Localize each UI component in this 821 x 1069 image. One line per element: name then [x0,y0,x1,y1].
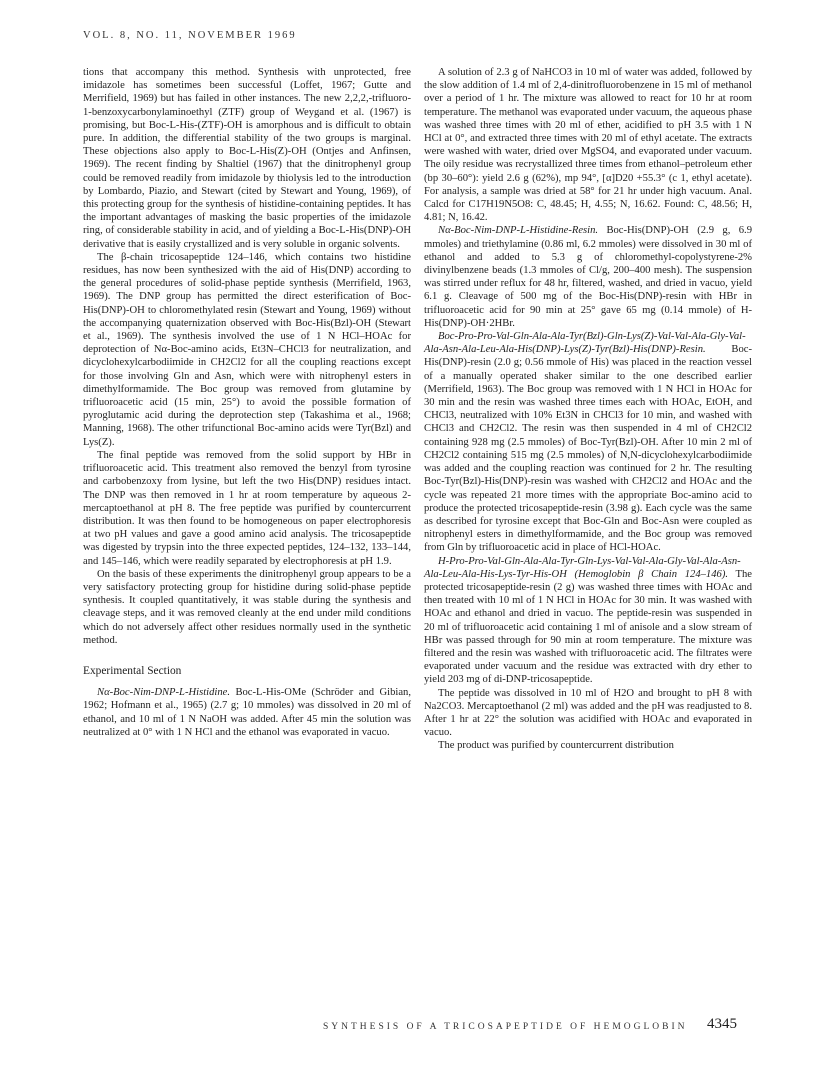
paragraph: The peptide was dissolved in 10 ml of H2O and brought to pH 8 with Na2CO3. Mercaptoethanol (2 ml) was added and the pH was readjusted to 8. After 1 hr at 22° the solution was acidified with HOAc and evaporated in vacuo. [424,687,752,739]
paragraph: A solution of 2.3 g of NaHCO3 in 10 ml of water was added, followed by the slow addition of 1.4 ml of 2,4-dinitrofluorobenzene in 15 ml of methanol over a period of 1 hr. The mixture was allowed to react for 10 hr at room temperature. The methanol was evaporated under vacuum, the aqueous phase was washed three times with 20 ml of ether, acidified to pH 3.5 with 1 N HCl at 0°, and extracted three times with 20 ml of ethyl acetate. The extracts were washed with water, dried over MgSO4, and evaporated under vacuum. The oily residue was recrystallized three times from ethanol–petroleum ether (bp 30–60°): yield 2.6 g (62%), mp 94°, [α]D20 +55.3° (c 1, ethyl acetate). For analysis, a sample was dried at 58° for 21 hr under high vacuum. Anal. Calcd for C17H19N5O8: C, 48.45; H, 4.55; N, 16.62. Found: C, 48.56; H, 4.81; N, 16.42. [424,67,752,224]
paragraph: tions that accompany this method. Synthesis with unprotected, free imidazole has sometimes been successful (Loffet, 1967; Gutte and Merrifield, 1969) but has failed in other instances. The new 2,2,2,-trifluoro-1-benzoxycarbonylaminoethyl (ZTF) group of Weygand et al. (1967) is promising, but Boc-L-His-(ZTF)-OH is amorphous and is difficult to obtain pure. In addition, the differential stability of the two groups is marginal. These objections also apply to Boc-L-His(Z)-OH (Ontjes and Anfinsen, 1969). The recent finding by Shaltiel (1967) that the dinitrophenyl group could be removed readily from imidazole by thiolysis led to the introduction by Lombardo, Piazio, and Stewart (cited by Stewart and Young, 1969), of this protecting group for the synthesis of histidine-containing peptides. It has the important advantages of masking the basic properties of the imidazole ring, of considerable stability in acid, and of yielding a Boc-L-His(DNP)-OH derivative that is easily crystallized and is very soluble in organic solvents. [83,67,411,250]
paragraph: The product was purified by countercurrent distribution [438,740,674,752]
paragraph: The final peptide was removed from the solid support by HBr in trifluoroacetic acid. This treatment also removed the benzyl from tyrosine and carbobenzoxy from lysine, but left the two His(DNP) residues intact. The DNP was then removed in 1 hr at room temperature by aqueous 2-mercaptoethanol at pH 8. The free peptide was purified by countercurrent distribution. It was then found to be homogeneous on paper electrophoresis at two pH values and gave a good amino acid analysis. The tricosapeptide was digested by trypsin into the three expected peptides, 124–132, 133–144, and 145–146, which were readily separated by electrophoresis at pH 1.9. [83,449,411,567]
paragraph-body: Boc-L-His-OMe (Schröder and Gibian, 1962; Hofmann et al., 1965) (2.7 g; 10 mmoles) was dissolved in 20 ml of ethanol, and 10 ml of 1 N NaOH was added. After 45 min the solution was neutralized at 0° with 1 N HCl and the ethanol was evaporated in vacuo. [83,687,411,738]
page-number: 4345 [707,1016,737,1032]
compound-title: Boc-Pro-Pro-Val-Gln-Ala-Ala-Tyr(Bzl)-Gln-Lys(Z)-Val-Val-Ala-Gly-Val-Ala-Asn-Ala-Leu-Ala-His(DNP)-Lys(Z)-Tyr(Bzl)-His(DNP)-Resin. [424,331,746,356]
compound-title: Nα-Boc-Nim-DNP-L-Histidine-Resin. [438,225,599,237]
compound-title: H-Pro-Pro-Val-Gln-Ala-Ala-Tyr-Gln-Lys-Val-Val-Ala-Gly-Val-Ala-Asn-Ala-Leu-Ala-His-Lys-Tyr-His-OH (Hemoglobin β Chain 124–146). [424,555,741,580]
paragraph-body: Boc-His(DNP)-resin (2.0 g; 0.56 mmole of His) was placed in the reaction vessel of a manually operated shaker similar to the one described earlier (Merrifield, 1963). The Boc group was removed with 1 N HCl in HOAc for 30 min and the resin was washed three times each with HOAc, EtOH, and CHCl3, neutralized with 10% Et3N in CHCl3 for 10 min, and washed with CHCl3 and CH2Cl2. The resin was then suspended in 4 ml of CH2Cl2 containing 928 mg (2.5 mmoles) of Boc-Tyr(Bzl)-OH. After 10 min 2 ml of CH2Cl2 containing 515 mg (2.5 mmoles) of N,N-dicyclohexylcarbodiimide was added and the coupling reaction was continued for 2 hr. The resulting Boc-Tyr(Bzl)-His(DNP)-resin was washed with CH2Cl2 and HOAc and the cycle was repeated 21 more times with the appropriate Boc-amino acid to produce the protected tricosapeptide-resin (3.98 g). Each cycle was the same as described for tyrosine except that Boc-Gln and Boc-Asn were coupled as nitrophenyl esters in dimethylformamide, and the Boc group was removed from Gln by trifluoroacetic acid in place of HCl-HOAc. [424,344,752,554]
paragraph-body: Boc-His(DNP)-OH (2.9 g, 6.9 mmoles) and triethylamine (0.86 ml, 6.2 mmoles) were dissolved in 30 ml of ethanol and added to 5.3 g of chloromethyl-copolystyrene-2% divinylbenzene beads (1.3 mmoles of Cl/g, 200–400 mesh). The suspension was stirred under reflux for 48 hr, filtered, washed, and dried in vacuo, yield 6.1 g. Cleavage of 500 mg of the Boc-His(DNP)-resin with HBr in trifluoroacetic acid for 90 min at 25° gave 65 mg (0.14 mmole) of H-His(DNP)-OH·2HBr. [424,225,752,329]
paragraph [424,330,752,554]
paragraph [424,224,752,330]
paragraph [424,555,752,687]
journal-header: VOL. 8, NO. 11, NOVEMBER 1969 [83,30,297,41]
paragraph: The β-chain tricosapeptide 124–146, which contains two histidine residues, has now been synthesized with the aid of His(DNP) according to the general procedures of solid-phase peptide synthesis (Merrifield, 1963, 1969). The DNP group has permitted the direct esterification of Boc-His(DNP)-OH to chloromethylated resin (Stewart and Young, 1969) without the accompanying quaternization observed with Boc-His(Bzl)-OH (Stewart et al., 1969). The synthesis involved the use of 1 N HCl–HOAc for deprotection of Nα-Boc-amino acids, Et3N–CHCl3 for neutralization, and dicyclohexylcarbodiimide in CH2Cl2 for all the coupling reactions except for those involving Gln and Asn, which were with nitrophenyl esters in dimethylformamide. The Boc group was removed from glutamine by trifluoroacetic acid (15 min, 25°) to avoid the possible formation of pyroglutamic acid during the deprotection step (Takashima et al., 1968; Manning, 1968). The other trifunctional Boc-amino acids were Tyr(Bzl) and Lys(Z). [83,251,411,448]
section-heading: Experimental Section [83,664,182,677]
paragraph-body: The protected tricosapeptide-resin (2 g) was washed three times with HOAc and then treated with 10 ml of 1 N HCl in HOAc for 30 min. It was washed with HOAc and ethanol and dried in vacuo. The peptide-resin was suspended in 20 ml of trifluoroacetic acid containing 1 ml of anisole and a slow stream of HBr was passed through for 90 min at room temperature. The mixture was filtered and the resin was washed with trifluoroacetic acid. The filtrates were evaporated under vacuum and the residue was extracted with dry ether to yield 203 mg of di-DNP-tricosapeptide. [424,568,752,686]
paragraph [83,686,411,739]
paragraph: On the basis of these experiments the dinitrophenyl group appears to be a very satisfactory protecting group for histidine during solid-phase peptide synthesis. It coupled quantitatively, it was stable during the synthesis and cleavage steps, and it was removed cleanly at the end under mild conditions which do not adversely affect other residues normally used in the synthetic method. [83,568,411,646]
right-column [424,66,752,753]
compound-title: Nα-Boc-Nim-DNP-L-Histidine. [97,687,230,699]
running-title: SYNTHESIS OF A TRICOSAPEPTIDE OF HEMOGLOBIN [323,1022,688,1032]
left-column [83,66,411,739]
